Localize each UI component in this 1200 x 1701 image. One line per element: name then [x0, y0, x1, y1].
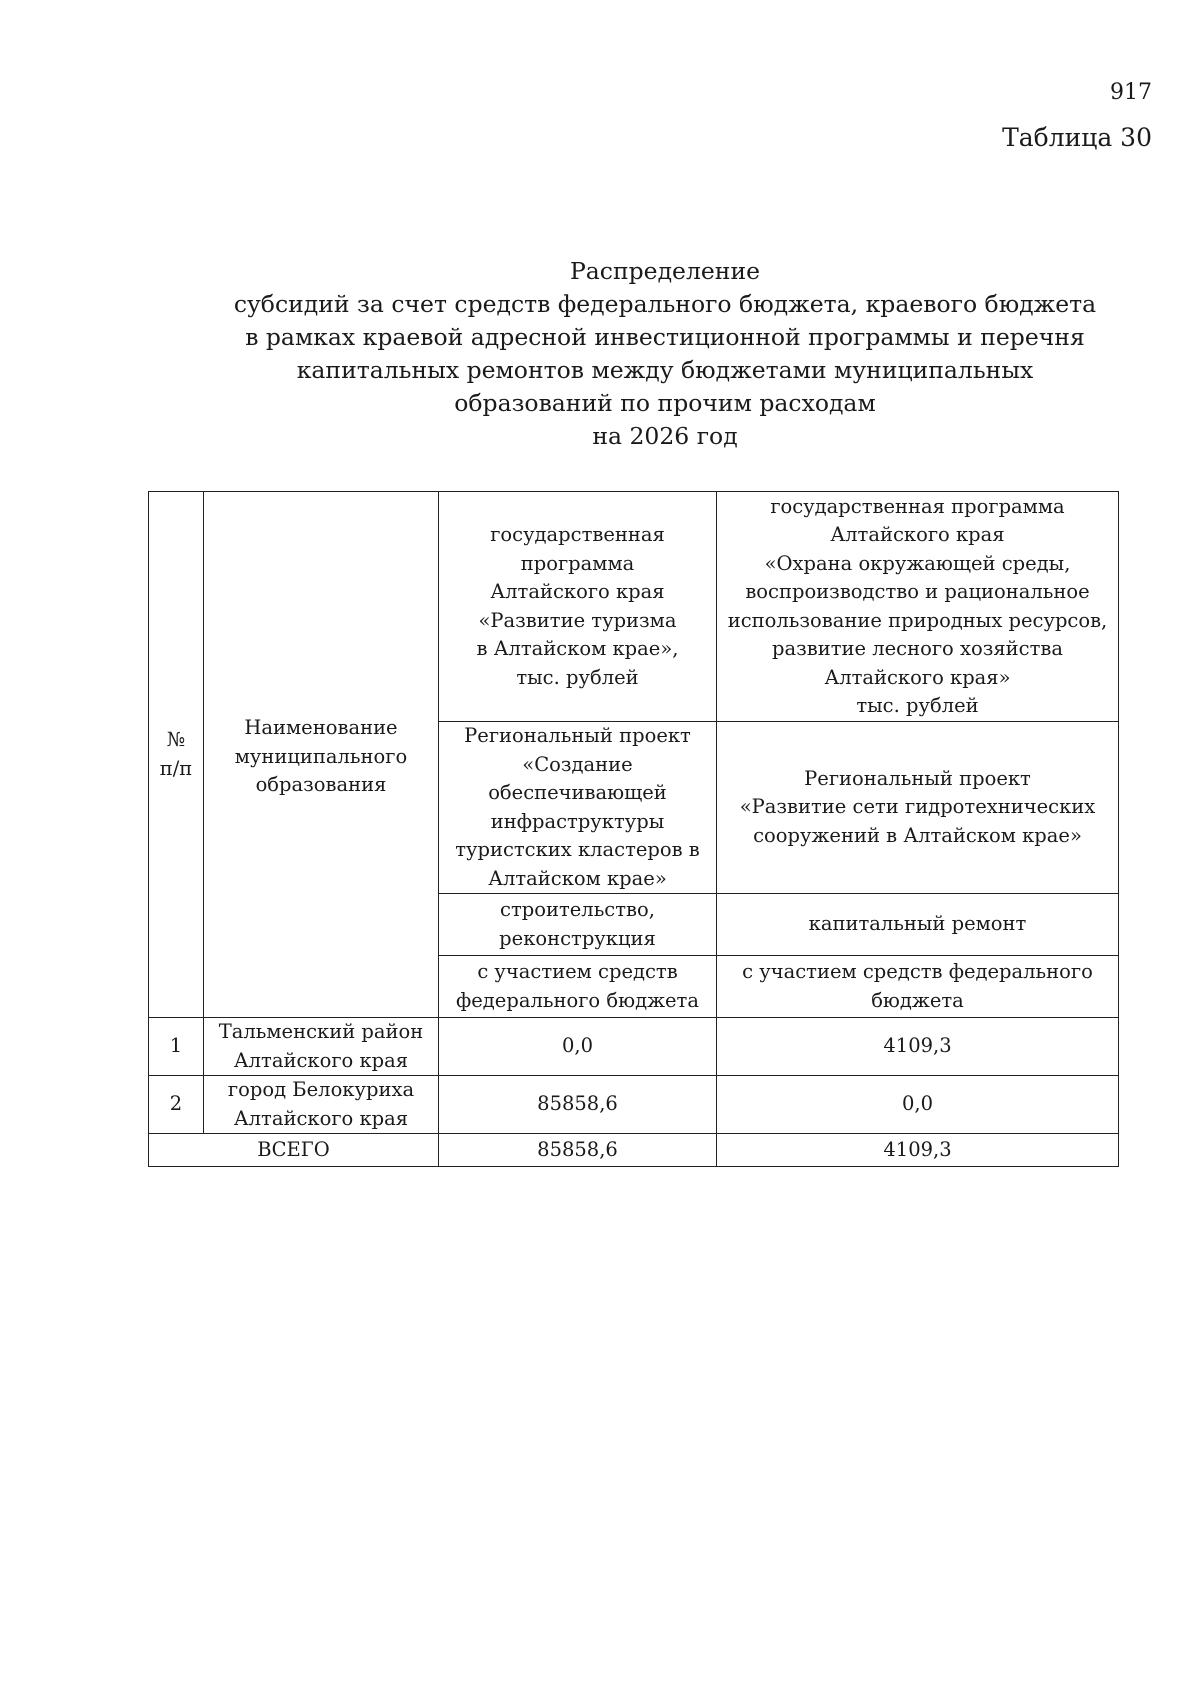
page-number: 917: [1110, 80, 1152, 105]
row-value-1: 85858,6: [439, 1076, 717, 1134]
document-title: [0, 255, 1200, 453]
header-project-hydro: Региональный проект «Развитие сети гидротехнических сооружений в Алтайском крае»: [717, 722, 1119, 894]
header-type-repair: капитальный ремонт: [717, 894, 1119, 956]
total-row: [149, 1134, 1119, 1167]
title-line: в рамках краевой адресной инвестиционной программы и перечня: [245, 323, 1085, 351]
header-participation-1: с участием средств федерального бюджета: [439, 956, 717, 1018]
header-num: № п/п: [149, 492, 204, 1018]
title-line: субсидий за счет средств федерального бюджета, краевого бюджета: [233, 290, 1097, 318]
row-num: 2: [149, 1076, 204, 1134]
header-project-tourism: Региональный проект «Создание обеспечивающей инфраструктуры туристских кластеров в Алтайском крае»: [439, 722, 717, 894]
subsidies-table: [148, 491, 1119, 1167]
table-row: [149, 1076, 1119, 1134]
total-label: ВСЕГО: [149, 1134, 439, 1167]
header-program-environment: государственная программа Алтайского края «Охрана окружающей среды, воспроизводство и рациональное использование природных ресурсов, развитие лесного хозяйства Алтайского края» тыс. рублей: [717, 492, 1119, 722]
header-name: Наименование муниципального образования: [204, 492, 439, 1018]
title-line: образований по прочим расходам: [454, 389, 876, 417]
header-participation-2: с участием средств федерального бюджета: [717, 956, 1119, 1018]
table-label: Таблица 30: [1002, 123, 1152, 152]
header-row-program: [149, 492, 1119, 722]
row-value-2: 4109,3: [717, 1018, 1119, 1076]
table-row: [149, 1018, 1119, 1076]
row-num: 1: [149, 1018, 204, 1076]
header-type-construction: строительство, реконструкция: [439, 894, 717, 956]
title-line: капитальных ремонтов между бюджетами муниципальных: [296, 356, 1034, 384]
header-program-tourism: государственная программа Алтайского края «Развитие туризма в Алтайском крае», тыс. рублей: [439, 492, 717, 722]
title-line: на 2026 год: [592, 422, 738, 450]
title-line: Распределение: [569, 257, 761, 285]
row-name: Тальменский район Алтайского края: [204, 1018, 439, 1076]
total-value-1: 85858,6: [439, 1134, 717, 1167]
row-value-2: 0,0: [717, 1076, 1119, 1134]
row-name: город Белокуриха Алтайского края: [204, 1076, 439, 1134]
row-value-1: 0,0: [439, 1018, 717, 1076]
total-value-2: 4109,3: [717, 1134, 1119, 1167]
